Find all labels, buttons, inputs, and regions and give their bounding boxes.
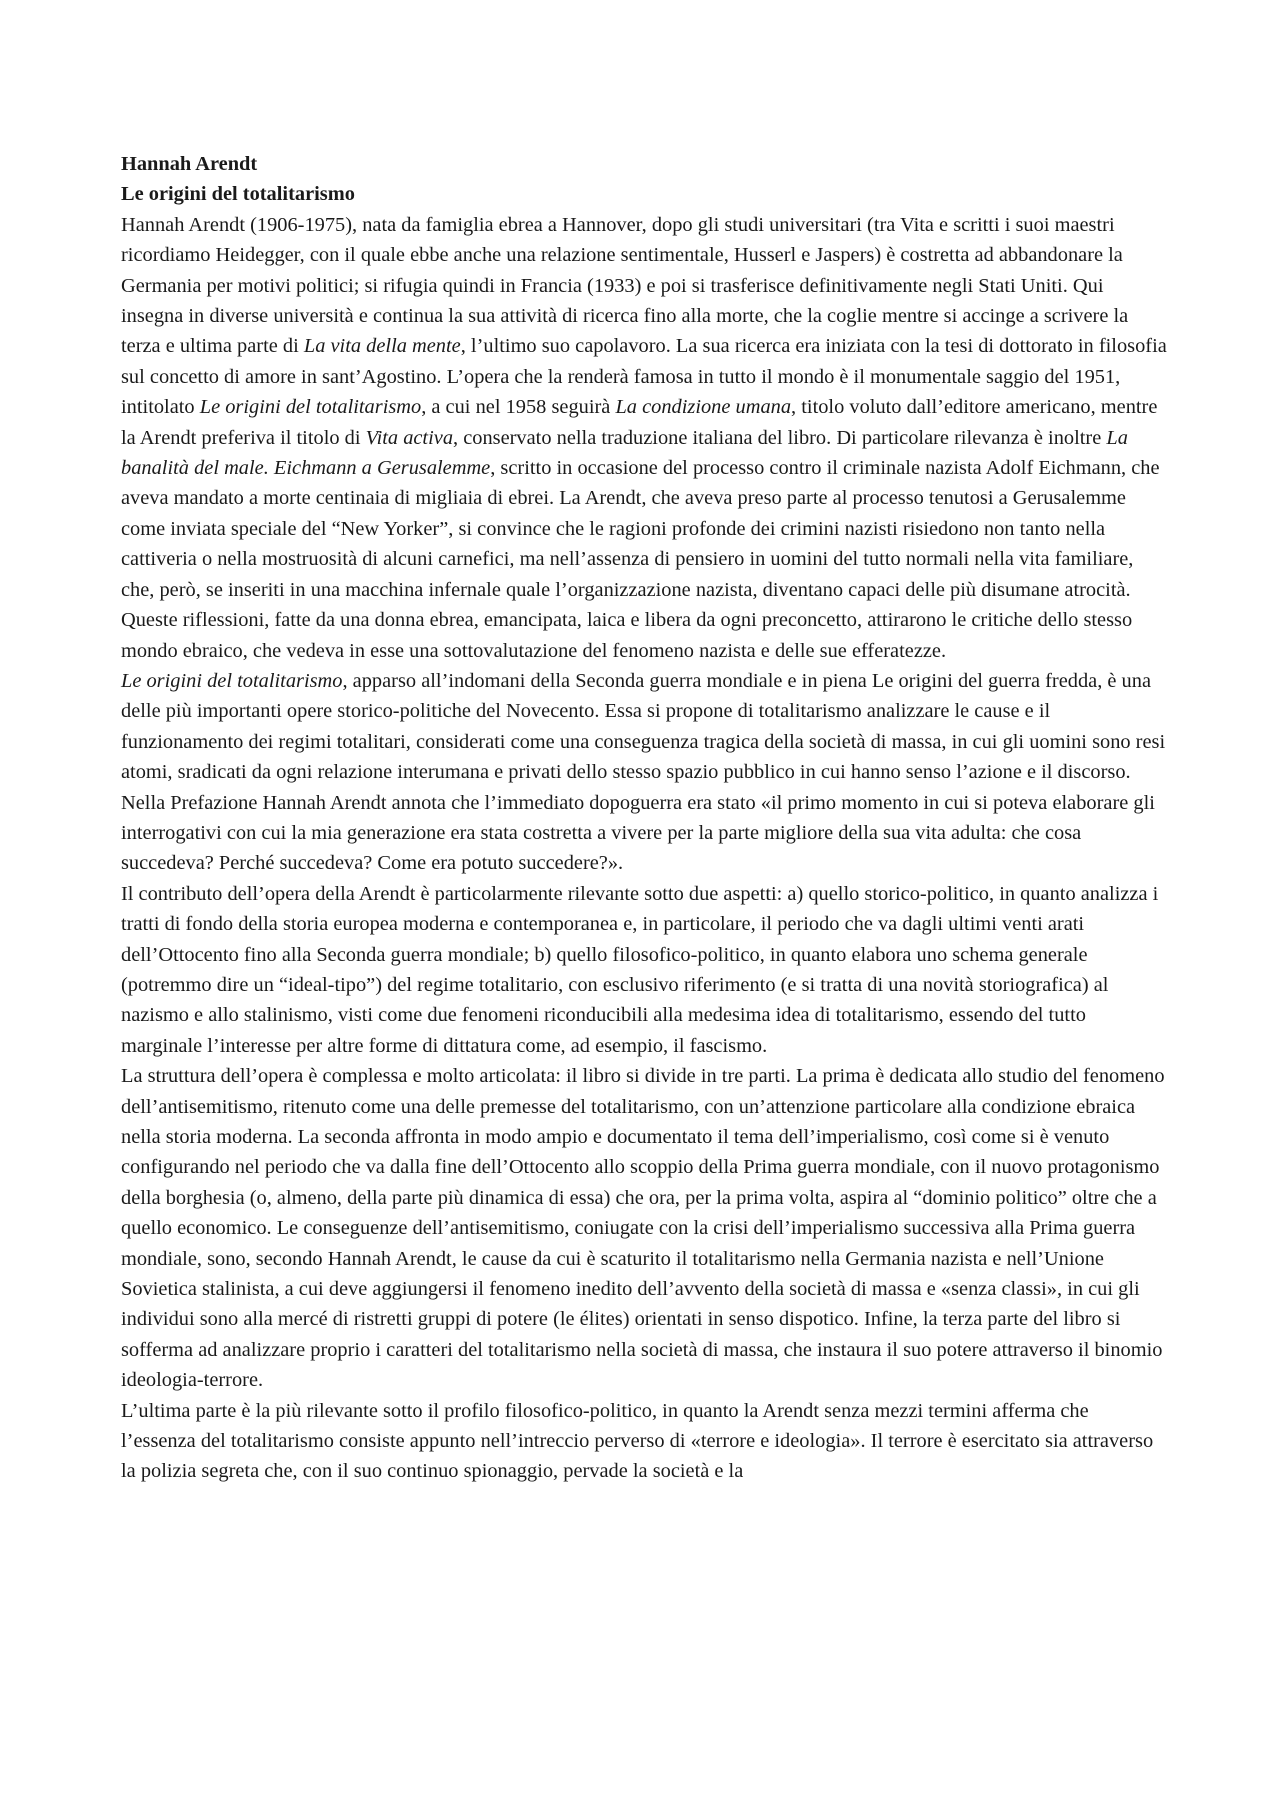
- paragraph-biography: [121, 210, 1167, 666]
- text-run: , l’ultimo suo capolavoro. La sua ricerca era iniziata con la tesi di dottorato in filosofia sul concetto di amore in sant’Agostino. L’opera che la renderà famosa in tutto il mondo è il monumentale saggio del 1951, intitolato: [121, 335, 1167, 419]
- text-run: Nella Prefazione Hannah Arendt annota che l’immediato dopoguerra era stato «il primo momento in cui si poteva elaborare gli interrogativi con cui la mia generazione era stata costretta a vivere per la parte migliore della sua vita adulta: che cosa succedeva? Perché succedeva? Come era potuto succedere?».: [121, 791, 1155, 875]
- text-run: , apparso all’indomani della Seconda guerra mondiale e in piena Le origini del guerra fredda, è una delle più importanti opere storico-politiche del Novecento. Essa si propone di totalitarismo analizzare le cause e il funzionamento dei regimi totalitari, considerati come una conseguenza tragica della società di massa, in cui gli uomini sono resi atomi, sradicati da ogni relazione interumana e privati dello stesso spazio pubblico in cui hanno senso l’azione e il discorso.: [121, 669, 1166, 784]
- paragraph-contribution: [121, 879, 1167, 1061]
- document-title: Le origini del totalitarismo: [121, 183, 355, 206]
- author-heading: Hannah Arendt: [121, 153, 258, 175]
- text-run: Il contributo dell’opera della Arendt è particolarmente rilevante sotto due aspetti: a) quello storico-politico, in quanto analizza i tratti di fondo della storia europea moderna e contemporanea e, in particolare, il periodo che va dagli ultimi venti arati dell’Ottocento fino alla Seconda guerra mondiale; b) quello filosofico-politico, in quanto elabora uno schema generale (potremmo dire un “ideal-tipo”) del regime totalitario, con esclusivo riferimento (e si tratta di una novità storiografica) al nazismo e allo stalinismo, visti come due fenomeni riconducibili alla medesima idea di totalitarismo, essendo del tutto marginale l’interesse per altre forme di dittatura come, ad esempio, il fascismo.: [121, 882, 1159, 1057]
- italic-book-title: Vita activa: [365, 426, 454, 449]
- text-run: L’ultima parte è la più rilevante sotto il profilo filosofico-politico, in quanto la Arendt senza mezzi termini afferma che l’essenza del totalitarismo consiste appunto nell’intreccio perverso di «terrore e ideologia». Il terrore è esercitato sia attraverso la polizia segreta che, con il suo continuo spionaggio, pervade la società e la: [121, 1399, 1154, 1483]
- paragraph-structure: [121, 1061, 1167, 1395]
- text-run: La struttura dell’opera è complessa e molto articolata: il libro si divide in tre parti. La prima è dedicata allo studio del fenomeno dell’antisemitismo, ritenuto come una delle premesse del totalitarismo, con un’attenzione particolare alla condizione ebraica nella storia moderna. La seconda affronta in modo ampio e documentato il tema dell’imperialismo, così come si è venuto configurando nel periodo che va dalla fine dell’Ottocento allo scoppio della Prima guerra mondiale, con il nuovo protagonismo della borghesia (o, almeno, della parte più dinamica di essa) che ora, per la prima volta, aspira al “dominio politico” oltre che a quello economico. Le conseguenze dell’antisemitismo, coniugate con la crisi dell’imperialismo successiva alla Prima guerra mondiale, sono, secondo Hannah Arendt, le cause da cui è scaturito il totalitarismo nella Germania nazista e nell’Unione Sovietica stalinista, a cui deve aggiungersi il fenomeno inedito dell’avvento della società di massa e «senza classi», in cui gli individui sono alla mercé di ristretti gruppi di potere (le élites) orientati in senso dispotico. Infine, la terza parte del libro si sofferma ad analizzare proprio i caratteri del totalitarismo nella società di massa, che instaura il suo potere attraverso il binomio ideologia-terrore.: [121, 1065, 1165, 1392]
- italic-book-title: La vita della mente: [303, 335, 461, 358]
- italic-book-title: Le origini del totalitarismo: [121, 669, 343, 692]
- paragraph-overview: [121, 666, 1167, 788]
- paragraph-last-part: [121, 1396, 1167, 1487]
- italic-book-title: La banalità del male. Eichmann a Gerusalemme: [121, 426, 1128, 480]
- document-page: [121, 149, 1167, 1487]
- text-run: , conservato nella traduzione italiana del libro. Di particolare rilevanza è inoltre: [453, 426, 1107, 449]
- text-run: , titolo voluto dall’editore americano, mentre la Arendt preferiva il titolo di: [121, 396, 1158, 449]
- text-run: , a cui nel 1958 seguirà: [421, 396, 616, 419]
- text-run: Hannah Arendt (1906-1975), nata da famiglia ebrea a Hannover, dopo gli studi universitari (tra Vita e scritti i suoi maestri ricordiamo Heidegger, con il quale ebbe anche una relazione sentimentale, Husserl e Jaspers) è costretta ad abbandonare la Germania per motivi politici; si rifugia quindi in Francia (1933) e poi si trasferisce definitivamente negli Stati Uniti. Qui insegna in diverse università e continua la sua attività di ricerca fino alla morte, che la coglie mentre si accinge a scrivere la terza e ultima parte di: [121, 213, 1129, 358]
- paragraph-preface: [121, 788, 1167, 879]
- text-run: , scritto in occasione del processo contro il criminale nazista Adolf Eichmann, che aveva mandato a morte centinaia di migliaia di ebrei. La Arendt, che aveva preso parte al processo tenutosi a Gerusalemme come inviata speciale del “New Yorker”, si convince che le ragioni profonde dei crimini nazisti risiedono non tanto nella cattiveria o nella mostruosità di alcuni carnefici, ma nell’assenza di pensiero in uomini del tutto normali nella vita familiare, che, però, se inseriti in una macchina infernale quale l’organizzazione nazista, diventano capaci delle più disumane atrocità. Queste riflessioni, fatte da una donna ebrea, emancipata, laica e libera da ogni preconcetto, attirarono le critiche dello stesso mondo ebraico, che vedeva in esse una sottovalutazione del fenomeno nazista e delle sue efferatezze.: [121, 457, 1160, 662]
- italic-book-title: Le origini del totalitarismo: [199, 396, 422, 419]
- italic-book-title: La condizione umana: [615, 396, 792, 419]
